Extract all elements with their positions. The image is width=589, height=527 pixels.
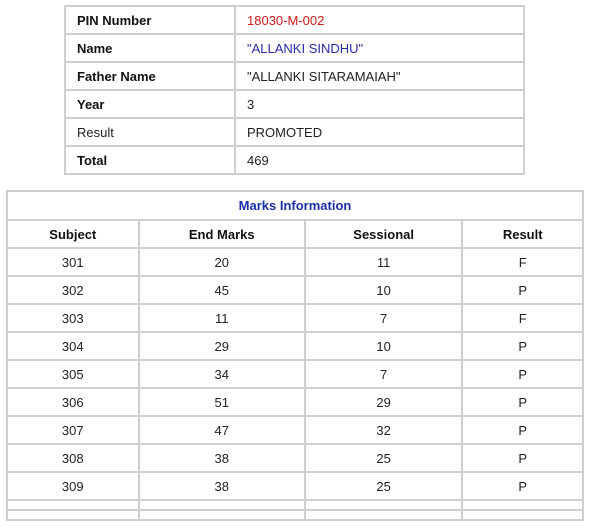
empty-cell: [7, 500, 139, 510]
subject-cell: 307: [7, 416, 139, 444]
sessional-cell: 11: [305, 248, 463, 276]
result-cell: F: [462, 248, 583, 276]
sessional-cell: 32: [305, 416, 463, 444]
end-marks-cell: 51: [139, 388, 305, 416]
empty-cell: [462, 500, 583, 510]
total-row: [65, 146, 524, 174]
pin-row: [65, 6, 524, 34]
subject-cell: 306: [7, 388, 139, 416]
subject-cell: 305: [7, 360, 139, 388]
sessional-cell: 7: [305, 360, 463, 388]
subject-cell: 302: [7, 276, 139, 304]
subject-cell: 308: [7, 444, 139, 472]
end-marks-cell: 45: [139, 276, 305, 304]
result-row: [65, 118, 524, 146]
result-cell: P: [462, 472, 583, 500]
father-name-label: Father Name: [65, 62, 235, 90]
empty-cell: [7, 510, 139, 520]
result-cell: P: [462, 416, 583, 444]
empty-cell: [462, 510, 583, 520]
sessional-header: Sessional: [305, 220, 463, 248]
result-cell: P: [462, 444, 583, 472]
subject-cell: 309: [7, 472, 139, 500]
marks-table: [6, 190, 584, 521]
table-row: [7, 388, 583, 416]
table-row: [7, 444, 583, 472]
student-info-table: [64, 5, 525, 175]
father-name-value: "ALLANKI SITARAMAIAH": [235, 62, 524, 90]
table-row: [7, 332, 583, 360]
result-cell: P: [462, 388, 583, 416]
sessional-cell: 10: [305, 332, 463, 360]
empty-cell: [305, 510, 463, 520]
sessional-cell: 29: [305, 388, 463, 416]
empty-cell: [139, 510, 305, 520]
result-label: Result: [65, 118, 235, 146]
name-value: "ALLANKI SINDHU": [235, 34, 524, 62]
end-marks-cell: 11: [139, 304, 305, 332]
total-value: 469: [235, 146, 524, 174]
subject-header: Subject: [7, 220, 139, 248]
year-label: Year: [65, 90, 235, 118]
sessional-cell: 25: [305, 444, 463, 472]
table-row: [7, 472, 583, 500]
year-value: 3: [235, 90, 524, 118]
sessional-cell: 7: [305, 304, 463, 332]
end-marks-cell: 29: [139, 332, 305, 360]
table-row: [7, 360, 583, 388]
end-marks-header: End Marks: [139, 220, 305, 248]
empty-cell: [305, 500, 463, 510]
result-cell: P: [462, 360, 583, 388]
result-cell: P: [462, 332, 583, 360]
name-label: Name: [65, 34, 235, 62]
end-marks-cell: 47: [139, 416, 305, 444]
result-cell: F: [462, 304, 583, 332]
table-row: [7, 304, 583, 332]
empty-table-row: [7, 500, 583, 510]
year-row: [65, 90, 524, 118]
total-label: Total: [65, 146, 235, 174]
end-marks-cell: 34: [139, 360, 305, 388]
empty-cell: [139, 500, 305, 510]
empty-table-row: [7, 510, 583, 520]
father-name-row: [65, 62, 524, 90]
table-row: [7, 276, 583, 304]
result-header: Result: [462, 220, 583, 248]
subject-cell: 301: [7, 248, 139, 276]
marks-caption: Marks Information: [7, 191, 583, 220]
subject-cell: 303: [7, 304, 139, 332]
table-row: [7, 248, 583, 276]
sessional-cell: 10: [305, 276, 463, 304]
name-row: [65, 34, 524, 62]
pin-value: 18030-M-002: [235, 6, 524, 34]
marks-header-row: [7, 220, 583, 248]
result-value: PROMOTED: [235, 118, 524, 146]
marks-caption-row: [7, 191, 583, 220]
end-marks-cell: 38: [139, 444, 305, 472]
subject-cell: 304: [7, 332, 139, 360]
end-marks-cell: 20: [139, 248, 305, 276]
end-marks-cell: 38: [139, 472, 305, 500]
table-row: [7, 416, 583, 444]
sessional-cell: 25: [305, 472, 463, 500]
pin-label: PIN Number: [65, 6, 235, 34]
result-cell: P: [462, 276, 583, 304]
